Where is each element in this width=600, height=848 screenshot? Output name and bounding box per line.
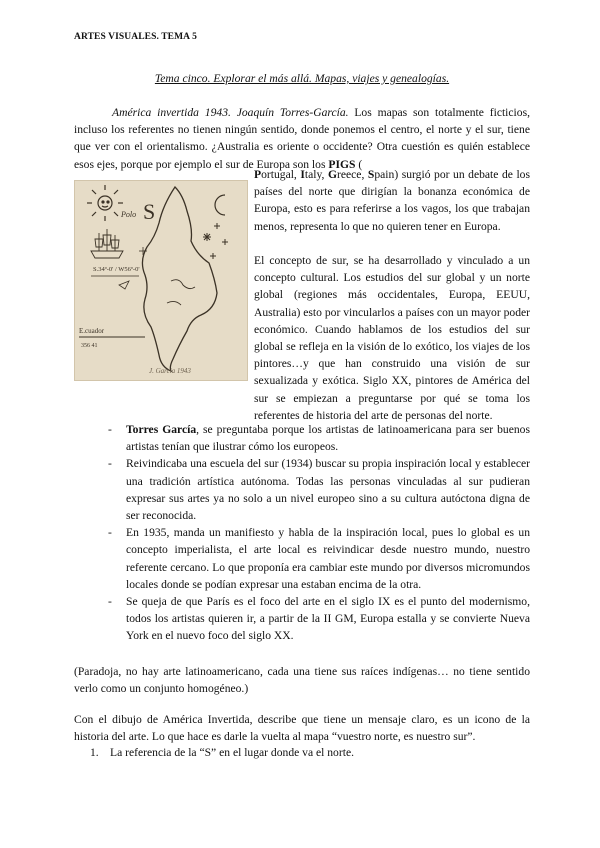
drawing-paragraph: Con el dibujo de América Invertida, describe que tiene un mensaje claro, es un icono de la historia del arte. Lo que hace es darle la vuelta al mapa “vuestro norte, es nuestro sur”. [74,713,530,744]
fish-icon [119,281,129,289]
document-header: ARTES VISUALES. TEMA 5 [74,32,197,42]
inverted-map-drawing [75,181,247,380]
sur-paragraph: El concepto de sur, se ha desarrollado y vinculado a un concepto cultural. Los estudios del sur global y un norte global (regiones más occidentales, Europa, EEUU, Australia) esto por vincularlos a países con un mayor poder económico. Cuando hablamos de los estudios del sur global se refleja en la visión de lo exótico, los viajes de los pintores…y que han construido una visión de sur sexualizada y exótica. Siglo XX, pintores de América del sur se empiezan a preguntarse por qué se toma los referentes de historia del arte de personas del norte. [254,254,530,422]
moon-icon [215,195,225,215]
section-title: Tema cinco. Explorar el más allá. Mapas, viajes y genealogías. [154,72,450,85]
stars-icon [203,223,228,259]
bullet-list [108,421,530,645]
numbered-item: 1. La referencia de la “S” en el lugar donde va el norte. [90,746,354,759]
pigs-paragraph: Portugal, Italy, Greece, Spain) surgió por un debate de los países del norte que dirigían la bonanza económica de Europa, esto es para referirse a los vagos, los que trabajan menos, representa lo que no quieren tener en Europa. [254,168,530,233]
coordinates-label: S.34º-0' / W56º-0' [93,266,140,273]
sun-icon [87,185,123,221]
paradox-paragraph: (Paradoja, no hay arte latinoamericano, cada una tiene sus raíces indígenas… no tiene sentido verlo como un conjunto homogéneo.) [74,665,530,696]
ecuador-numbers: 356 41 [81,343,98,349]
polo-label: Polo [121,210,137,219]
list-item: - Reivindicaba una escuela del sur (1934) buscar su propia inspiración local y establecer una tradición artística autónoma. Todas las personas vinculadas al sur pudieran expresar sus artes ya no solo a un nivel europeo sino a su cultura autóctona digna de ser reconocida. [108,457,530,523]
pigs-acronym: PIGS [328,157,356,171]
ship-icon [91,229,123,258]
list-item: - Torres García, se preguntaba porque los artistas de latinoamericana para ser buenos artistas tenían que ilustrar cómo los europeos. [108,423,530,454]
list-item: - En 1935, manda un manifiesto y habla de la inspiración local, pues lo global es un concepto imperialista, el arte local es reivindicar desde nuestro mundo, nuestro referente cercano. Lo que proponía era cambiar este mundo por diversos micromundos locales donde se podían expresar una estaban encima de la otra. [108,526,530,591]
america-invertida-image [74,180,248,381]
list-item: - Se queja de que París es el foco del arte en el siglo IX es el punto del modernismo, todos los artistas quieren ir, a partir de la II GM, Europa estalla y se convierte Nueva York en el nuevo foco del siglo XX. [108,595,530,643]
ecuador-label: E.cuador [79,327,105,335]
intro-paragraph: América invertida 1943. Joaquín Torres-García. Los mapas son totalmente ficticios, incluso los referentes no tienen ningún sentido, donde ponemos el centro, el norte y el sur, tiene que ver con el orientalismo. ¿Australia es oriente o occidente? Otra cuestión es quién establece esos ejes, porque por ejemplo el sur de Europa son los PIGS ( [74,106,530,171]
artwork-reference: América invertida 1943. Joaquín Torres-García. [112,106,349,119]
artist-signature: J. Garcia 1943 [149,367,191,375]
s-letter: S [143,199,156,224]
